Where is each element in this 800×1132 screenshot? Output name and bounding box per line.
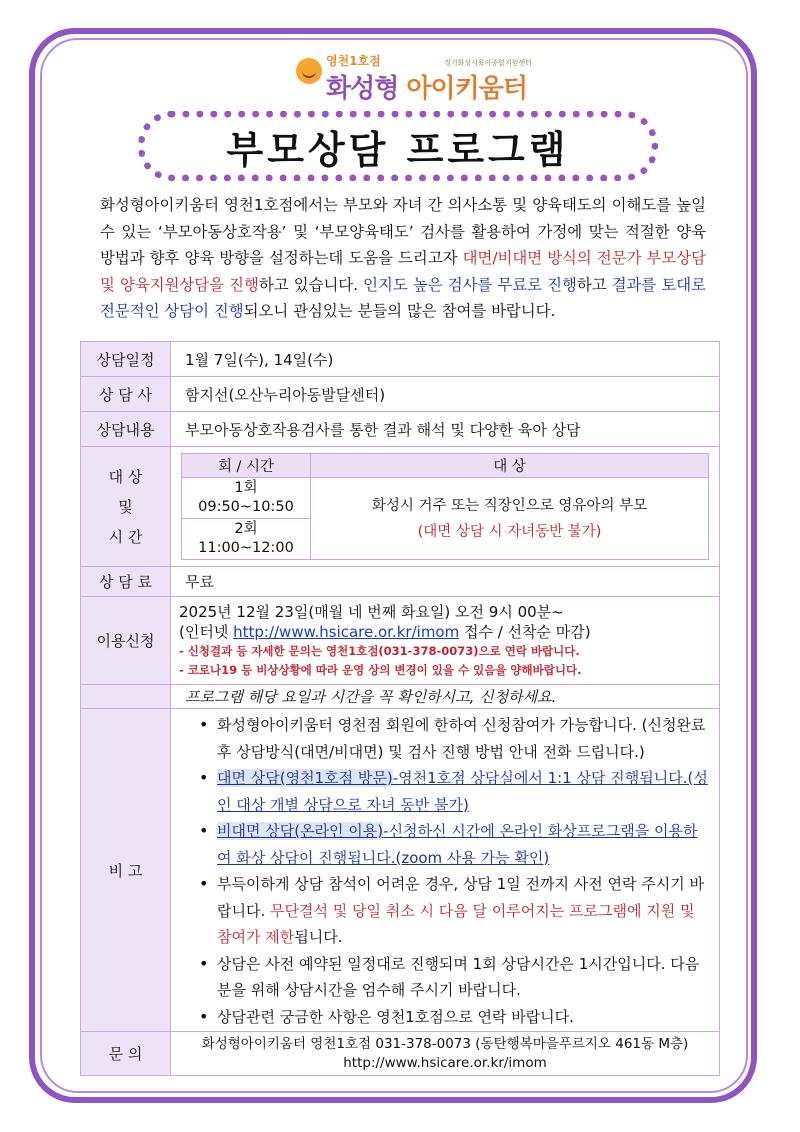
apply-note-contact: - 신청결과 등 자세한 문의는 영천1호점(031-378-0073)으로 연락 바랍니다. [179, 643, 580, 658]
target-header: 대 상 [311, 454, 709, 478]
contact-url[interactable]: http://www.hsicare.or.kr/imom [343, 1054, 547, 1071]
row-remarks [81, 709, 720, 1032]
page-title: 부모상담 프로그램 [226, 127, 570, 172]
row-contact [81, 1032, 720, 1076]
session-number: 1회 [234, 480, 258, 496]
intro-paragraph: 화성형아이키움터 영천1호점에서는 부모와 자녀 간 의사소통 및 양육태도의 이해도를 높일 수 있는 ‘부모아동상호작용’ 및 ‘부모양육태도’ 검사를 활용하여 가정에 맞는 적절한 양육 방법과 향후 양육 방향을 설정하는데 도움을 드리고자 대면/비대면 방식의 전문가 부모상담 및 양육지원상담을 진행하고 있습니다. 인지도 높은 검사를 무료로 진행하고 결과를 토대로 전문적인 상담이 진행되오니 관심있는 분들의 많은 참여를 바랍니다. [100, 196, 707, 320]
apply-reminder: 프로그램 해당 요일과 시간을 꼭 확인하시고, 신청하세요. [171, 685, 720, 709]
apply-date: 2025년 12월 23일(매월 네 번째 화요일) 오전 9시 00분~ [179, 602, 564, 621]
sun-face-icon [296, 58, 322, 84]
label-empty [81, 685, 171, 709]
session-2 [182, 519, 311, 560]
row-fee [81, 567, 720, 597]
label-fee: 상 담 료 [81, 567, 171, 597]
target-label-line: 및 [118, 497, 133, 516]
row-apply [81, 597, 720, 685]
label-counselor: 상 담 사 [81, 377, 171, 412]
list-item: • 대면 상담(영천1호점 방문)-영천1호점 상담실에서 1:1 상담 진행됩니다.(성인 대상 개별 상담으로 자녀 동반 불가) [209, 765, 709, 818]
target-label-line: 대 상 [108, 467, 143, 486]
session-row [182, 478, 709, 519]
row-content [81, 412, 720, 447]
value-content: 부모아동상호작용검사를 통한 결과 해석 및 다양한 육아 상담 [171, 412, 720, 447]
row-target [81, 447, 720, 567]
list-item: • 상담은 사전 예약된 일정대로 진행되며 1회 상담시간은 1시간입니다. 다음 분을 위해 상담시간을 엄수해 주시기 바랍니다. [209, 951, 709, 1004]
list-item: • 상담관련 궁금한 사항은 영천1호점으로 연락 바랍니다. [209, 1004, 709, 1031]
logo-name: 화성형 아이키움터 [326, 74, 527, 104]
value-fee: 무료 [171, 567, 720, 597]
session-time: 09:50~10:50 [198, 499, 294, 515]
target-label-line: 시 간 [108, 527, 143, 546]
list-item: • 비대면 상담(온라인 이용)-신청하신 시간에 온라인 화상프로그램을 이용하여 화상 상담이 진행됩니다.(zoom 사용 가능 확인) [209, 818, 709, 871]
list-item: • 화성형아이키움터 영천점 회원에 한하여 신청참여가 가능합니다. (신청완료 후 상담방식(대면/비대면) 및 검사 진행 방법 안내 전화 드립니다.) [209, 712, 709, 765]
target-note: (대면 상담 시 자녀동반 불가) [417, 523, 602, 540]
target-text: 화성시 거주 또는 직장인으로 영유아의 부모 [371, 497, 648, 514]
value-apply [171, 597, 720, 685]
list-item: • 부득이하게 상담 참석이 어려운 경우, 상담 1일 전까지 사전 연락 주시기 바랍니다. 무단결석 및 당일 취소 시 다음 달 이루어지는 프로그램에 지원 및 참여가 제한됩니다. [209, 871, 709, 951]
info-table [80, 341, 720, 1076]
remarks-list [181, 712, 709, 1030]
row-apply-reminder [81, 685, 720, 709]
value-schedule: 1월 7일(수), 14일(수) [171, 342, 720, 377]
label-target [81, 447, 171, 567]
session-time: 11:00~12:00 [198, 540, 294, 556]
label-content: 상담내용 [81, 412, 171, 447]
session-header-row [182, 454, 709, 478]
label-apply: 이용신청 [81, 597, 171, 685]
logo-branch: 영천1호점 [326, 54, 381, 68]
row-schedule [81, 342, 720, 377]
title-box [138, 111, 658, 181]
apply-link[interactable]: http://www.hsicare.or.kr/imom [233, 622, 460, 641]
session-table [181, 453, 709, 560]
apply-note-covid: - 코로나19 등 비상상황에 따라 운영 상의 변경이 있을 수 있음을 양해바랍니다. [179, 662, 582, 677]
logo-org: 경기화성시육아종합지원센터 [444, 59, 532, 67]
apply-method: (인터넷 http://www.hsicare.or.kr/imom 접수 / 선착순 마감) [179, 622, 591, 641]
session-1 [182, 478, 311, 519]
label-contact: 문 의 [81, 1032, 171, 1076]
contact-address: 화성형아이키움터 영천1호점 031-378-0073 (동탄행복마을푸르지오 461동 M층) [201, 1035, 689, 1052]
value-contact [171, 1032, 720, 1076]
logo [296, 52, 532, 104]
target-cell [311, 478, 709, 560]
label-schedule: 상담일정 [81, 342, 171, 377]
value-target [171, 447, 720, 567]
value-remarks [171, 709, 720, 1032]
session-header: 회 / 시간 [182, 454, 311, 478]
row-counselor [81, 377, 720, 412]
value-counselor: 함지선(오산누리아동발달센터) [171, 377, 720, 412]
session-number: 2회 [234, 521, 258, 537]
label-remarks: 비 고 [81, 709, 171, 1032]
